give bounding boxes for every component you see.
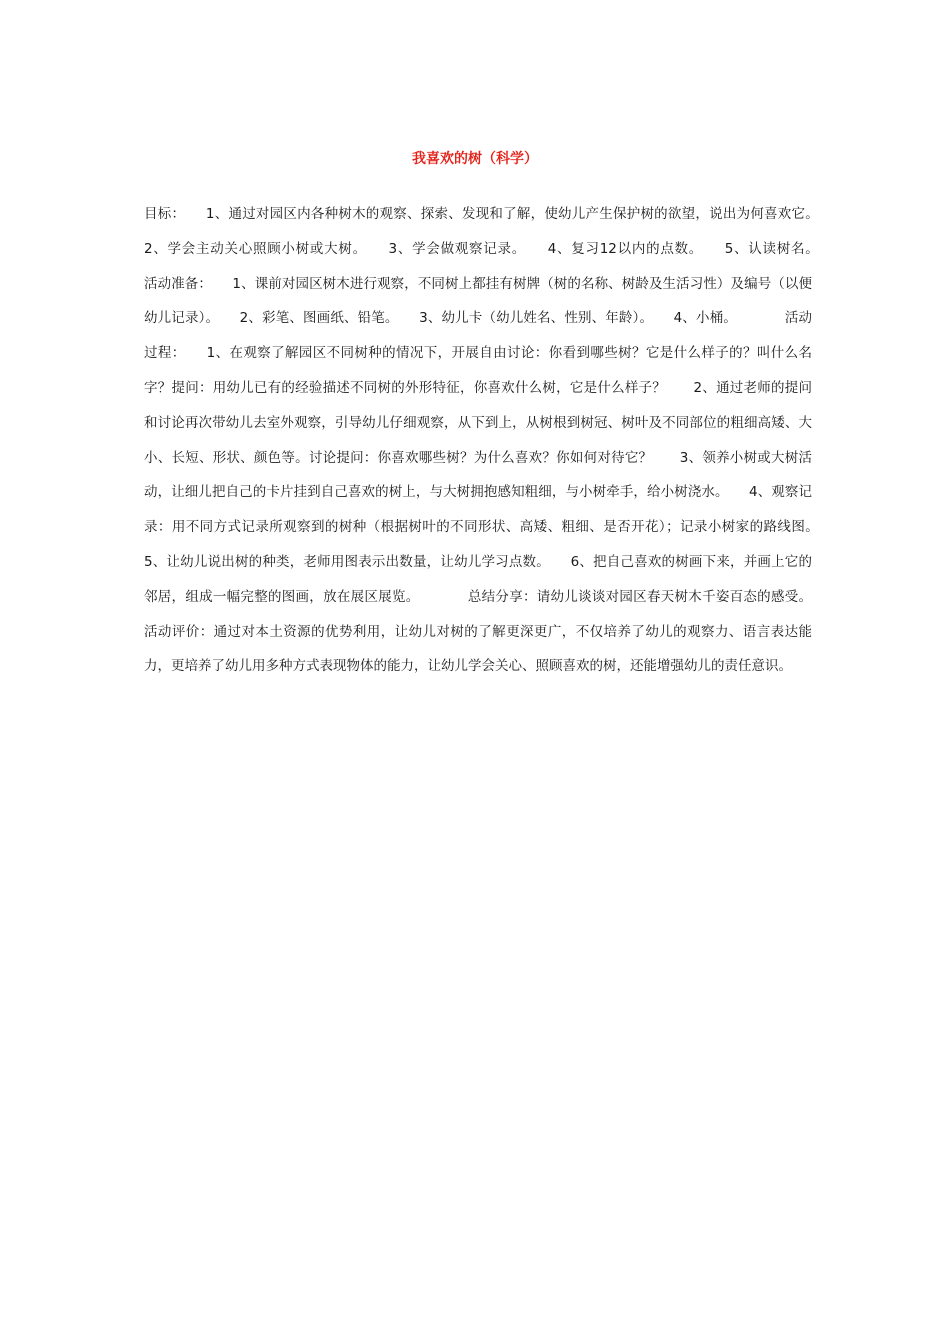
document-title: 我喜欢的树（科学） <box>412 151 538 167</box>
body-paragraph: 目标： 1、通过对园区内各种树木的观察、探索、发现和了解，使幼儿产生保护树的欲望，说出为何喜欢它。 2、学会主动关心照顾小树或大树。 3、学会做观察记录。 4、复习12以内的点数。 5、认读树名。 活动准备： 1、课前对园区树木进行观察，不同树上都挂有树牌（树的名称、树龄及生活习性）及编号（以便幼儿记录）。 2、彩笔、图画纸、铅笔。 3、幼儿卡（幼儿姓名、性别、年龄）。 4、小桶。 活动过程： 1、在观察了解园区不同树种的情况下，开展自由讨论：你看到哪些树？它是什么样子的？叫什么名字？提问：用幼儿已有的经验描述不同树的外形特征，你喜欢什么树，它是什么样子？ 2、通过老师的提问和讨论再次带幼儿去室外观察，引导幼儿仔细观察，从下到上，从树根到树冠、树叶及不同部位的粗细高矮、大小、长短、形状、颜色等。讨论提问：你喜欢哪些树？为什么喜欢？你如何对待它？ 3、领养小树或大树活动，让细儿把自己的卡片挂到自己喜欢的树上，与大树拥抱感知粗细，与小树牵手，给小树浇水。 4、观察记录：用不同方式记录所观察到的树种（根据树叶的不同形状、高矮、粗细、是否开花）；记录小树家的路线图。 5、让幼儿说出树的种类，老师用图表示出数量，让幼儿学习点数。 6、把自己喜欢的树画下来，并画上它的邻居，组成一幅完整的图画，放在展区展览。 总结分享：请幼儿谈谈对园区春天树木千姿百态的感受。活动评价：通过对本土资源的优势利用，让幼儿对树的了解更深更广，不仅培养了幼儿的观察力、语言表达能力，更培养了幼儿用多种方式表现物体的能力，让幼儿学会关心、照顾喜欢的树，还能增强幼儿的责任意识。 <box>144 206 839 675</box>
document-body <box>144 197 839 684</box>
